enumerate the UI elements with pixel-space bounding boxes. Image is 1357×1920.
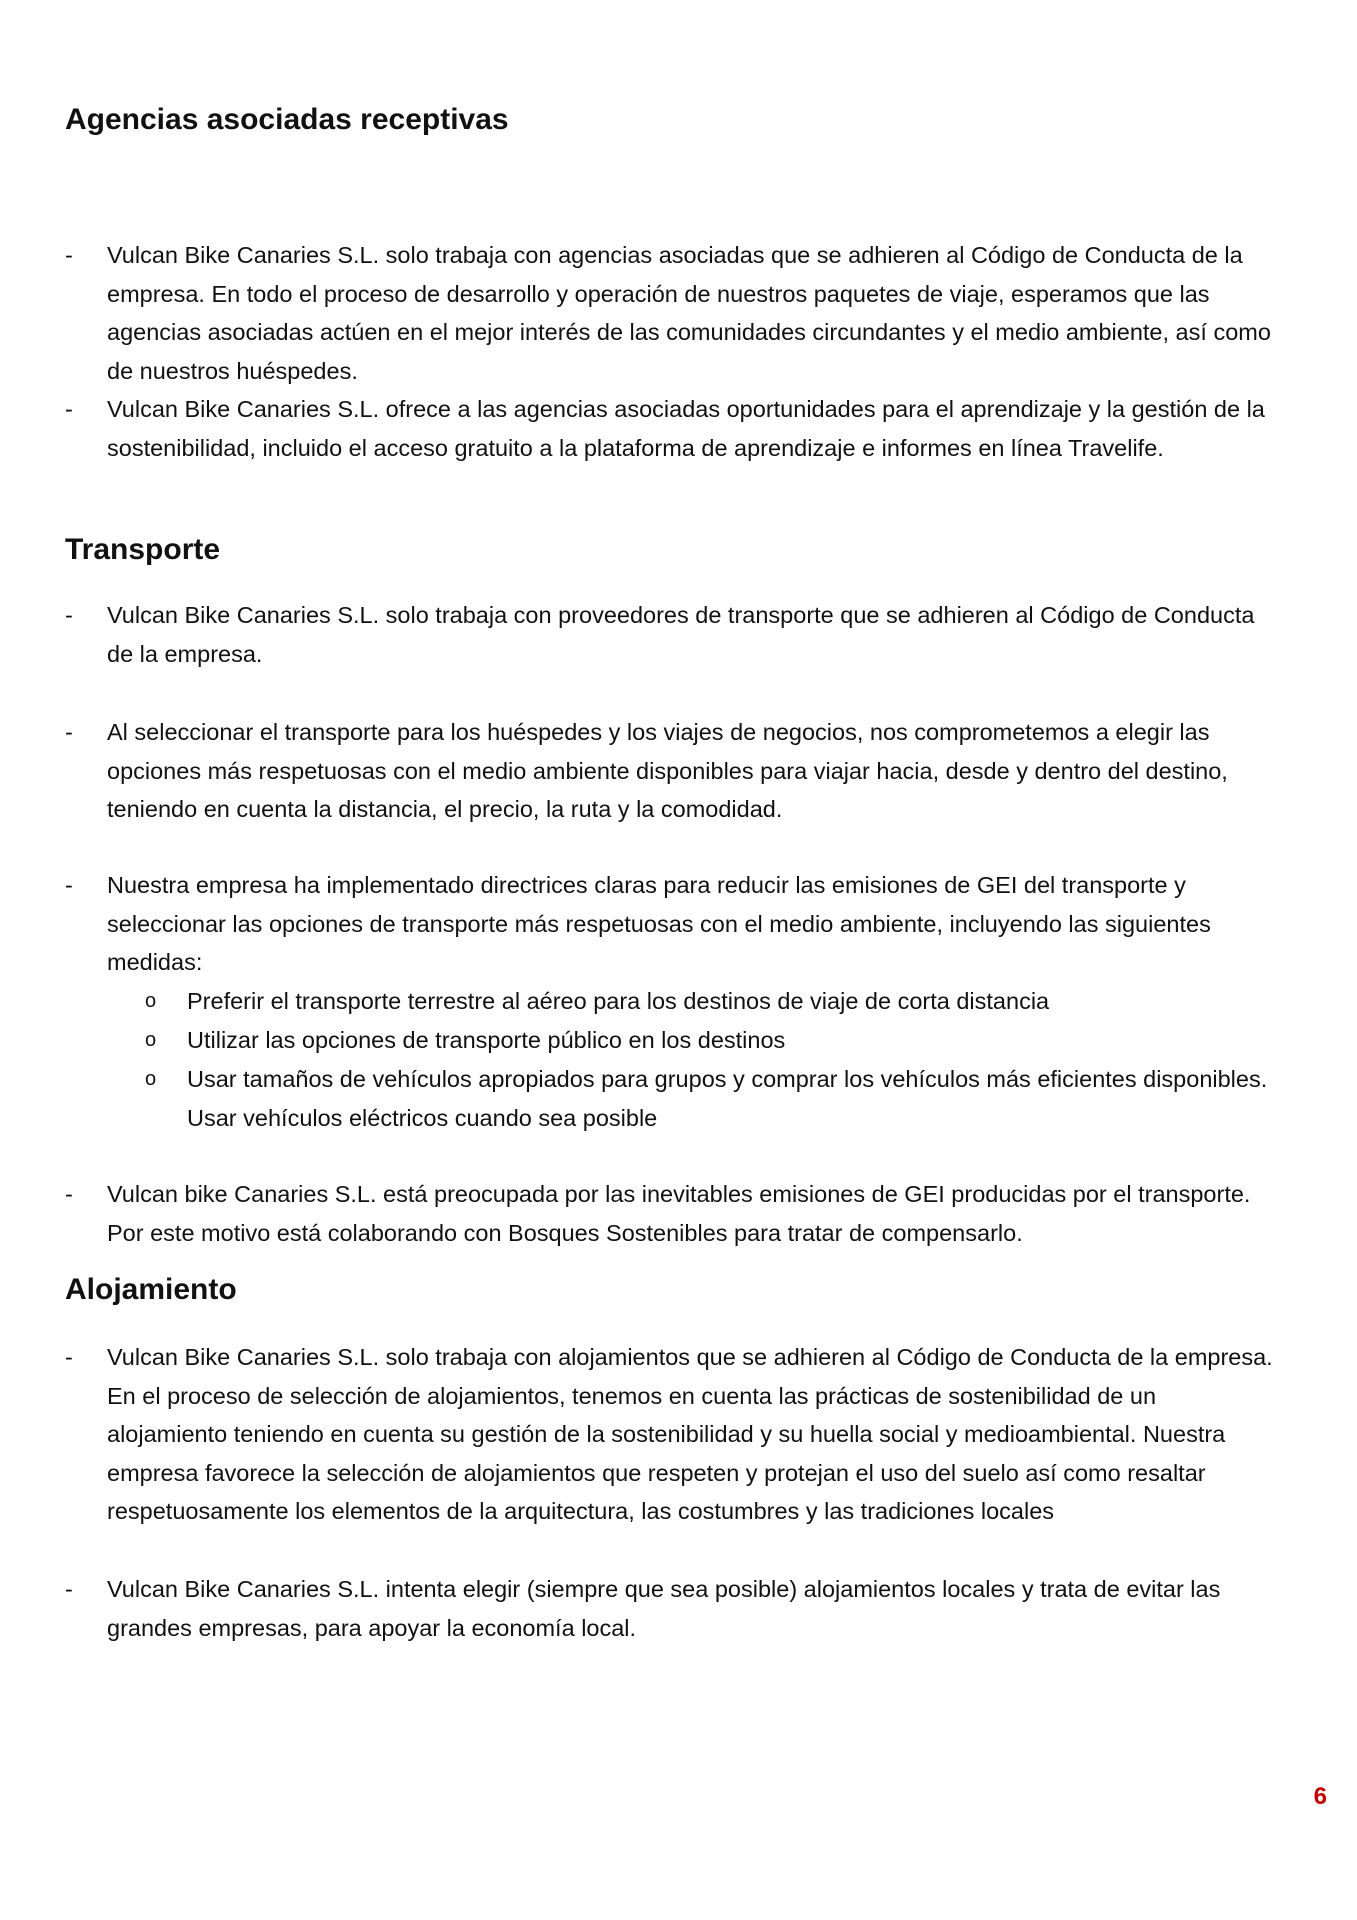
list-item-text: Nuestra empresa ha implementado directrices claras para reducir las emisiones de GEI del transporte y seleccionar las opciones de transporte más respetuosas con el medio ambiente, incluyendo las siguientes medidas:	[107, 872, 1211, 975]
list-item-text: Vulcan Bike Canaries S.L. intenta elegir (siempre que sea posible) alojamientos locales y trata de evitar las grandes empresas, para apoyar la economía local.	[107, 1576, 1221, 1641]
dash-bullet: -	[65, 1344, 73, 1370]
list-item	[65, 236, 1277, 390]
list-item	[65, 713, 1277, 829]
dash-bullet: -	[65, 602, 73, 628]
list-item	[65, 866, 1277, 982]
sub-list-item	[145, 982, 1277, 1021]
sub-list-item	[145, 1060, 1277, 1137]
sub-list-item-text: Preferir el transporte terrestre al aéreo para los destinos de viaje de corta distancia	[187, 988, 1050, 1014]
list-item	[65, 1338, 1277, 1531]
dash-bullet: -	[65, 872, 73, 898]
list-item-text: Vulcan Bike Canaries S.L. solo trabaja con proveedores de transporte que se adhieren al Código de Conducta de la empresa.	[107, 602, 1255, 667]
list-item	[65, 1570, 1277, 1647]
list-item	[65, 1175, 1277, 1252]
section-heading-alojamiento: Alojamiento	[65, 1273, 237, 1306]
section-heading-transporte: Transporte	[65, 533, 221, 566]
section-heading-agencias: Agencias asociadas receptivas	[65, 103, 509, 136]
list-item	[65, 390, 1277, 467]
list-item-text: Al seleccionar el transporte para los huéspedes y los viajes de negocios, nos comprometemos a elegir las opciones más respetuosas con el medio ambiente disponibles para viajar hacia, desde y dentro del destino, teniendo en cuenta la distancia, el precio, la ruta y la comodidad.	[107, 719, 1228, 822]
sub-list-item-text: Utilizar las opciones de transporte público en los destinos	[187, 1027, 786, 1053]
circle-bullet-icon: o	[145, 990, 157, 1012]
dash-bullet: -	[65, 396, 73, 422]
list-item-text: Vulcan bike Canaries S.L. está preocupada por las inevitables emisiones de GEI producidas por el transporte. Por este motivo está colaborando con Bosques Sostenibles para tratar de compensarlo.	[107, 1181, 1251, 1246]
circle-bullet-icon: o	[145, 1068, 157, 1090]
list-item-text: Vulcan Bike Canaries S.L. solo trabaja con agencias asociadas que se adhieren al Código de Conducta de la empresa. En todo el proceso de desarrollo y operación de nuestros paquetes de viaje, esperamos que las agencias asociadas actúen en el mejor interés de las comunidades circundantes y el medio ambiente, así como de nuestros huéspedes.	[107, 242, 1271, 384]
circle-bullet-icon: o	[145, 1029, 157, 1051]
sub-list-item	[145, 1021, 1277, 1060]
dash-bullet: -	[65, 242, 73, 268]
list-item	[65, 596, 1277, 673]
dash-bullet: -	[65, 1576, 73, 1602]
sub-list-item-text: Usar tamaños de vehículos apropiados para grupos y comprar los vehículos más eficientes disponibles. Usar vehículos eléctricos cuando sea posible	[187, 1066, 1268, 1131]
dash-bullet: -	[65, 1181, 73, 1207]
page-number: 6	[1313, 1783, 1327, 1810]
dash-bullet: -	[65, 719, 73, 745]
list-item-text: Vulcan Bike Canaries S.L. solo trabaja con alojamientos que se adhieren al Código de Conducta de la empresa. En el proceso de selección de alojamientos, tenemos en cuenta las prácticas de sostenibilidad de un alojamiento teniendo en cuenta su gestión de la sostenibilidad y su huella social y medioambiental. Nuestra empresa favorece la selección de alojamientos que respeten y protejan el uso del suelo así como resaltar respetuosamente los elementos de la arquitectura, las costumbres y las tradiciones locales	[107, 1344, 1273, 1524]
list-item-text: Vulcan Bike Canaries S.L. ofrece a las agencias asociadas oportunidades para el aprendizaje y la gestión de la sostenibilidad, incluido el acceso gratuito a la plataforma de aprendizaje e informes en línea Travelife.	[107, 396, 1265, 461]
